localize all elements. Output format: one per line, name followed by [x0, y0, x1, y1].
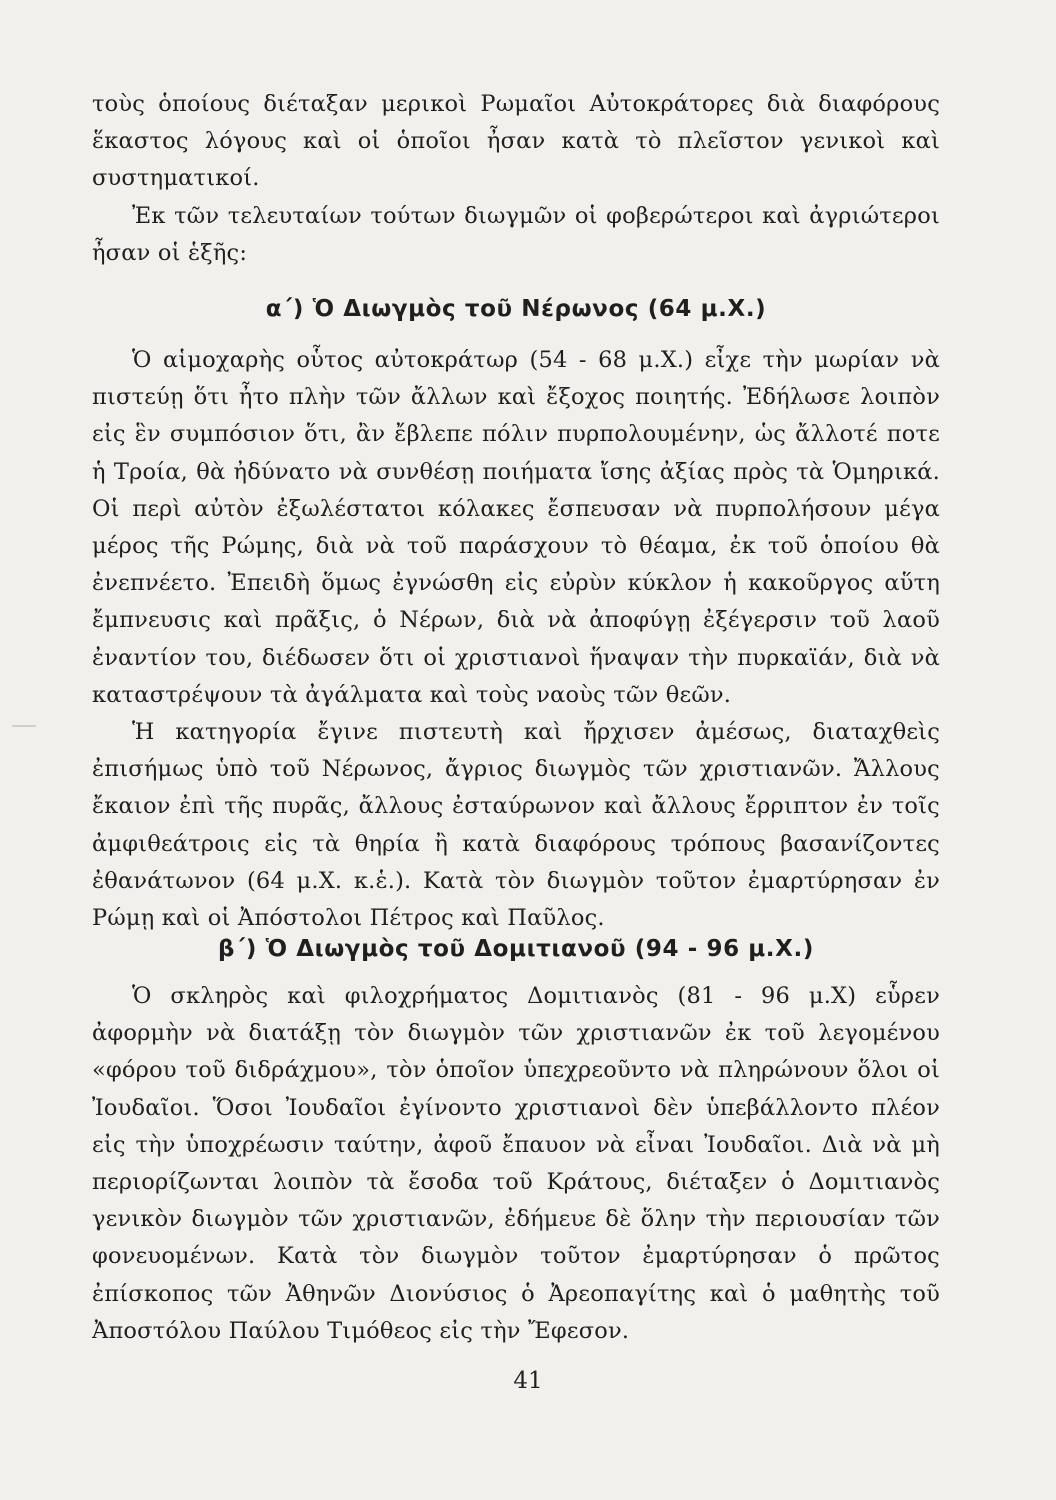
- page-number: 41: [513, 1368, 543, 1394]
- intro-text: [92, 86, 940, 272]
- section-a-paragraph-2: Ἡ κατηγορία ἔγινε πιστευτὴ καὶ ἤρχισεν ἀμέσως, διαταχθεὶς ἐπισήμως ὑπὸ τοῦ Νέρωνος, ἄγριος διωγμὸς τῶν χριστιανῶν. Ἄλλους ἔκαιον ἐπὶ τῆς πυρᾶς, ἄλλους ἐσταύρωνον καὶ ἄλλους ἔρριπτον ἐν τοῖς ἀμφιθεάτροις εἰς τὰ θηρία ἢ κατὰ διαφόρους τρόπους βασανίζοντες ἐθανάτωνον (64 μ.Χ. κ.ἑ.). Κατὰ τὸν διωγμὸν τοῦτον ἐμαρτύρησαν ἐν Ρώμῃ καὶ οἱ Ἀπόστολοι Πέτρος καὶ Παῦλος.: [92, 719, 940, 932]
- intro-paragraph-2: Ἐκ τῶν τελευταίων τούτων διωγμῶν οἱ φοβερώτεροι καὶ ἀγριώτεροι ἦσαν οἱ ἑξῆς:: [92, 202, 940, 266]
- section-a-paragraph-1: Ὁ αἱμοχαρὴς οὗτος αὐτοκράτωρ (54 - 68 μ.Χ.) εἶχε τὴν μωρίαν νὰ πιστεύῃ ὅτι ἦτο πλὴν τῶν ἄλλων καὶ ἔξοχος ποιητής. Ἐδήλωσε λοιπὸν εἰς ἓν συμπόσιον ὅτι, ἂν ἔβλεπε πόλιν πυρπολουμένην, ὡς ἄλλοτέ ποτε ἡ Τροία, θὰ ἠδύνατο νὰ συνθέσῃ ποιήματα ἴσης ἀξίας πρὸς τὰ Ὁμηρικά. Οἱ περὶ αὐτὸν ἐξωλέστατοι κόλακες ἔσπευσαν νὰ πυρπολήσουν μέγα μέρος τῆς Ρώμης, διὰ νὰ τοῦ παράσχουν τὸ θέαμα, ἐκ τοῦ ὁποίου θὰ ἐνεπνέετο. Ἐπειδὴ ὅμως ἐγνώσθη εἰς εὐρὺν κύκλον ἡ κακοῦργος αὕτη ἔμπνευσις καὶ πρᾶξις, ὁ Νέρων, διὰ νὰ ἀποφύγῃ ἐξέγερσιν τοῦ λαοῦ ἐναντίον του, διέδωσεν ὅτι οἱ χριστιανοὶ ἥναψαν τὴν πυρκαϊάν, διὰ νὰ καταστρέψουν τὰ ἀγάλματα καὶ τοὺς ναοὺς τῶν θεῶν.: [92, 347, 940, 708]
- section-b-text: [92, 978, 940, 1350]
- section-a-heading: α΄) Ὁ Διωγμὸς τοῦ Νέρωνος (64 μ.Χ.): [265, 296, 767, 322]
- margin-mark: [12, 725, 36, 727]
- intro-paragraph-1: τοὺς ὁποίους διέταξαν μερικοὶ Ρωμαῖοι Αὐτοκράτορες διὰ διαφόρους ἕκαστος λόγους καὶ οἱ ὁποῖοι ἦσαν κατὰ τὸ πλεῖστον γενικοὶ καὶ συστηματικοί.: [92, 91, 940, 192]
- section-b-heading: β΄) Ὁ Διωγμὸς τοῦ Δομιτιανοῦ (94 - 96 μ.Χ.): [218, 936, 814, 962]
- section-a-text: [92, 342, 940, 937]
- section-b-paragraph-1: Ὁ σκληρὸς καὶ φιλοχρήματος Δομιτιανὸς (81 - 96 μ.Χ) εὗρεν ἀφορμὴν νὰ διατάξῃ τὸν διωγμὸν τῶν χριστιανῶν ἐκ τοῦ λεγομένου «φόρου τοῦ διδράχμου», τὸν ὁποῖον ὑπεχρεοῦντο νὰ πληρώνουν ὅλοι οἱ Ἰουδαῖοι. Ὅσοι Ἰουδαῖοι ἐγίνοντο χριστιανοὶ δὲν ὑπεβάλλοντο πλέον εἰς τὴν ὑποχρέωσιν ταύτην, ἀφοῦ ἔπαυον νὰ εἶναι Ἰουδαῖοι. Διὰ νὰ μὴ περιορίζωνται λοιπὸν τὰ ἔσοδα τοῦ Κράτους, διέταξεν ὁ Δομιτιανὸς γενικὸν διωγμὸν τῶν χριστιανῶν, ἐδήμευε δὲ ὅλην τὴν περιουσίαν τῶν φονευομένων. Κατὰ τὸν διωγμὸν τοῦτον ἐμαρτύρησαν ὁ πρῶτος ἐπίσκοπος τῶν Ἀθηνῶν Διονύσιος ὁ Ἀρεοπαγίτης καὶ ὁ μαθητὴς τοῦ Ἀποστόλου Παύλου Τιμόθεος εἰς τὴν Ἔφεσον.: [92, 983, 940, 1344]
